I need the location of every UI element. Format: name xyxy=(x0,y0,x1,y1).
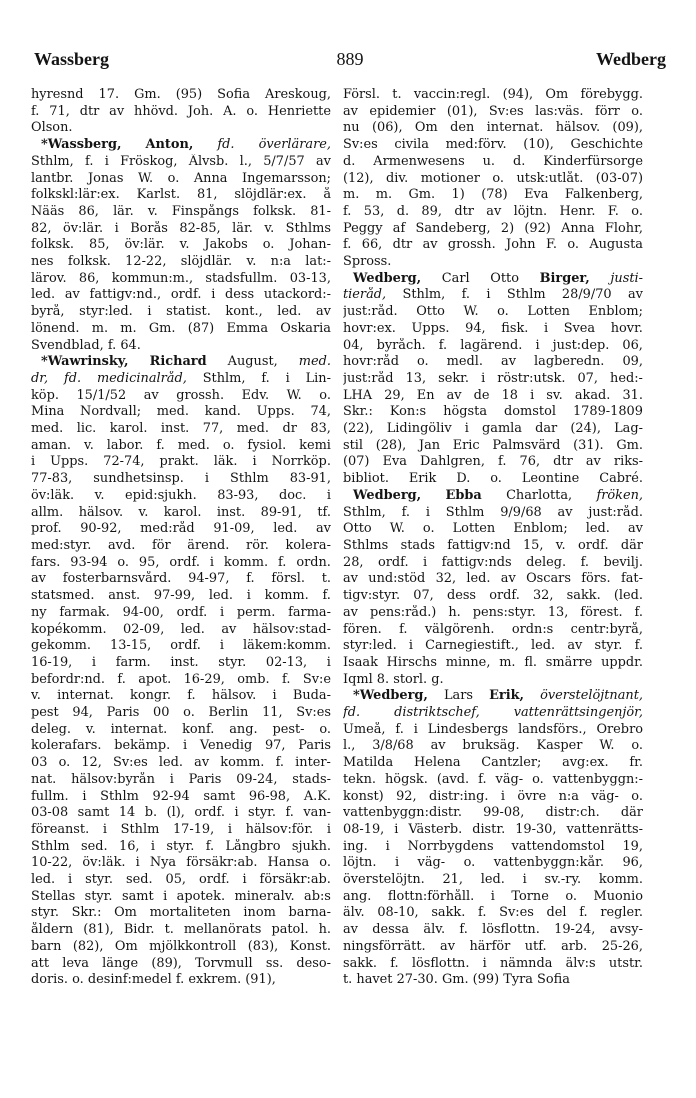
right-text-line: av und:stöd 32, led. av Oscars förs. fat- xyxy=(343,571,643,587)
right-text-line: hovr:ex. Upps. 94, fisk. i Svea hovr. xyxy=(343,320,643,336)
right-text-line: Försl. t. vaccin:regl. (94), Om förebygg. xyxy=(343,87,643,102)
right-text-line: m. m. Gm. 1) (78) Eva Falkenberg, xyxy=(343,187,643,203)
page-number: 889 xyxy=(336,49,364,69)
left-text-line: 10-22, öv:läk. i Nya försäkr:ab. Hansa o. xyxy=(31,855,331,871)
left-text-line: 77-83, sundhetsinsp. i Sthlm 83-91, xyxy=(31,471,331,487)
left-text-line: *Wawrinsky, Richard August, med. xyxy=(41,354,331,370)
right-text-line: Wedberg, Carl Otto Birger, justi- xyxy=(353,270,643,286)
left-text-line: 03-08 samt 14 b. (l), ordf. i styr. f. van- xyxy=(31,805,331,821)
left-text-line: v. internat. kongr. f. hälsov. i Buda- xyxy=(31,688,331,704)
left-text-line: kopékomm. 02-09, led. av hälsov:stad- xyxy=(31,621,331,637)
left-text-line: aman. v. labor. f. med. o. fysiol. kemi xyxy=(31,437,331,453)
left-text-line: fullm. i Sthlm 92-94 samt 96-98, A.K. xyxy=(31,788,331,804)
left-text-line: Sthlm, f. i Fröskog, Älvsb. l., 5/7/57 av xyxy=(31,153,331,169)
right-text-line: av dessa älv. f. lösflottn. 19-24, avsy- xyxy=(343,922,643,938)
left-text-line: Mina Nordvall; med. kand. Upps. 74, xyxy=(31,404,331,420)
right-text-line: Spross. xyxy=(343,254,392,270)
left-text-line: doris. o. desinf:medel f. exkrem. (91), xyxy=(31,972,276,988)
right-text-line: d. Armenwesens u. d. Kinderfürsorge xyxy=(343,153,643,169)
left-text-line: allm. hälsov. v. karol. inst. 89-91, tf. xyxy=(31,504,331,520)
right-text-line: Sthlms stads fattigv:nd 15, v. ordf. där xyxy=(343,537,643,553)
right-text-line: stil (28), Jan Eric Palmsvärd (31). Gm. xyxy=(343,437,643,453)
left-text-line: deleg. v. internat. konf. ang. pest- o. xyxy=(31,721,331,737)
right-text-line: vattenbyggn:distr. 99-08, distr:ch. där xyxy=(343,805,643,821)
right-text-line: l., 3/8/68 av bruksäg. Kasper W. o. xyxy=(343,738,643,754)
right-text-line: styr:led. i Carnegiestift., led. av styr. f. xyxy=(343,638,643,654)
left-text-line: barn (82), Om mjölkkontroll (83), Konst. xyxy=(31,938,331,954)
left-text-line: Sthlm sed. 16, i styr. f. Långbro sjukh. xyxy=(31,838,331,854)
right-text-line: löjtn. i väg- o. vattenbyggn:kår. 96, xyxy=(343,855,643,871)
right-text-line: Sthlm, f. i Sthlm 9/9/68 av just:råd. xyxy=(343,504,643,520)
right-text-line: hovr:råd o. medl. av lagberedn. 09, xyxy=(343,354,643,370)
right-text-line: tekn. högsk. (avd. f. väg- o. vattenbyggn:- xyxy=(343,771,643,787)
left-text-line: Stellas styr. samt i apotek. mineralv. ab:s xyxy=(31,888,331,904)
right-text-column xyxy=(343,87,643,989)
left-text-line: *Wassberg, Anton, fd. överlärare, xyxy=(41,137,331,153)
right-text-line: (07) Eva Dahlgren, f. 76, dtr av riks- xyxy=(343,454,643,470)
right-text-line: av epidemier (01), Sv:es las:väs. förr o. xyxy=(343,103,643,119)
left-text-line: i Upps. 72-74, prakt. läk. i Norrköp. xyxy=(31,454,331,470)
left-text-line: fars. 93-94 o. 95, ordf. i komm. f. ordn. xyxy=(31,554,331,570)
left-text-line: styr. Skr.: Om mortaliteten inom barna- xyxy=(31,905,331,921)
right-text-line: (22), Lidingöliv i gamla dar (24), Lag- xyxy=(343,421,643,437)
left-text-line: lärov. 86, kommun:m., stadsfullm. 03-13, xyxy=(31,270,331,286)
left-text-line: kolerafars. bekämp. i Venedig 97, Paris xyxy=(31,738,331,754)
right-text-line: nu (06), Om den internat. hälsov. (09), xyxy=(343,120,643,136)
left-text-line: föreanst. i Sthlm 17-19, i hälsov:för. i xyxy=(31,821,331,837)
left-text-line: av fosterbarnsvård. 94-97, f. försl. t. xyxy=(31,571,331,587)
right-text-line: f. 53, d. 89, dtr av löjtn. Henr. F. o. xyxy=(343,203,643,219)
right-text-line: LHA 29, En av de 18 i sv. akad. 31. xyxy=(343,387,643,403)
left-text-line: nat. hälsov:byrån i Paris 09-24, stads- xyxy=(31,771,331,787)
right-text-line: (12), div. motioner o. utsk:utlåt. (03-07) xyxy=(343,170,643,186)
left-text-line: statsmed. anst. 97-99, led. i komm. f. xyxy=(31,588,331,604)
right-text-line: tigv:styr. 07, dess ordf. 32, sakk. (led. xyxy=(343,588,643,604)
left-text-line: Svendblad, f. 64. xyxy=(31,337,141,353)
right-text-line: tieråd, Sthlm, f. i Sthlm 28/9/70 av xyxy=(343,287,643,303)
left-text-line: 03 o. 12, Sv:es led. av komm. f. inter- xyxy=(31,755,331,771)
right-text-line: Umeå, f. i Lindesbergs landsförs., Örebro xyxy=(343,721,643,737)
left-text-line: Nääs 86, lär. v. Finspångs folksk. 81- xyxy=(31,203,331,219)
left-text-line: folksk. 85, öv:lär. v. Jakobs o. Johan- xyxy=(31,237,331,253)
right-text-line: fören. f. välgörenh. ordn:s centr:byrå, xyxy=(343,621,643,637)
header-last-entry: Wedberg xyxy=(596,49,666,69)
right-text-line: ing. i Norrbygdens vattendomstol 19, xyxy=(343,838,643,854)
left-text-column xyxy=(31,87,331,989)
right-text-line: sakk. f. lösflottn. i nämnda älv:s utstr. xyxy=(343,955,643,971)
left-text-line: dr, fd. medicinalråd, Sthlm, f. i Lin- xyxy=(31,370,331,386)
right-text-line: av pens:råd.) h. pens:styr. 13, förest. f. xyxy=(343,604,643,620)
left-text-line: folkskl:lär:ex. Karlst. 81, slöjdlär:ex. å xyxy=(31,187,331,203)
left-text-line: lönend. m. m. Gm. (87) Emma Oskaria xyxy=(31,320,331,336)
left-text-line: befordr:nd. f. apot. 16-29, omb. f. Sv:e xyxy=(31,671,331,687)
left-text-line: Olson. xyxy=(31,120,73,136)
right-text-line: *Wedberg, Lars Erik, överstelöjtnant, xyxy=(353,688,643,704)
right-text-line: Sv:es civila med:förv. (10), Geschichte xyxy=(343,137,643,153)
right-text-line: konst) 92, distr:ing. i övre n:a väg- o. xyxy=(343,788,643,804)
left-text-line: åldern (81), Bidr. t. mellanörats patol. h. xyxy=(31,922,331,938)
right-text-line: just:råd. Otto W. o. Lotten Enblom; xyxy=(343,304,643,320)
left-text-line: 82, öv:lär. i Borås 82-85, lär. v. Sthlms xyxy=(31,220,331,236)
right-text-line: ang. flottn:förhåll. i Torne o. Muonio xyxy=(343,888,643,904)
right-text-line: t. havet 27-30. Gm. (99) Tyra Sofia xyxy=(343,972,570,988)
right-text-line: Peggy af Sandeberg, 2) (92) Anna Flohr, xyxy=(343,220,643,236)
left-text-line: f. 71, dtr av hhövd. Joh. A. o. Henriette xyxy=(31,103,331,119)
left-text-line: med. lic. karol. inst. 77, med. dr 83, xyxy=(31,421,331,437)
right-text-line: Wedberg, Ebba Charlotta, fröken, xyxy=(353,487,643,503)
right-text-line: just:råd 13, sekr. i röstr:utsk. 07, hed:- xyxy=(343,370,643,386)
right-text-line: Otto W. o. Lotten Enblom; led. av xyxy=(343,521,643,537)
left-text-line: ny farmak. 94-00, ordf. i perm. farma- xyxy=(31,604,331,620)
left-text-line: med:styr. avd. för ärend. rör. kolera- xyxy=(31,537,331,553)
left-text-line: köp. 15/1/52 av grossh. Edv. W. o. xyxy=(31,387,331,403)
left-text-line: öv:läk. v. epid:sjukh. 83-93, doc. i xyxy=(31,487,331,503)
running-header xyxy=(34,49,666,77)
right-text-line: Skr.: Kon:s högsta domstol 1789-1809 xyxy=(343,404,643,420)
right-text-line: överstelöjtn. 21, led. i sv.-ry. komm. xyxy=(343,872,643,888)
right-text-line: Isaak Hirschs minne, m. fl. smärre uppdr. xyxy=(343,654,643,670)
left-text-line: pest 94, Paris 00 o. Berlin 11, Sv:es xyxy=(31,705,331,721)
right-text-line: 04, byråch. f. lagärend. i just:dep. 06, xyxy=(343,337,643,353)
right-text-line: bibliot. Erik D. o. Leontine Cabré. xyxy=(343,471,643,487)
header-first-entry: Wassberg xyxy=(34,49,110,69)
right-text-line: Iqml 8. storl. g. xyxy=(343,671,444,687)
right-text-line: Matilda Helena Cantzler; avg:ex. fr. xyxy=(343,755,643,771)
left-text-line: byrå, styr:led. i statist. kont., led. av xyxy=(31,304,331,320)
right-text-line: älv. 08-10, sakk. f. Sv:es del f. regler. xyxy=(343,905,643,921)
left-text-line: gekomm. 13-15, ordf. i läkem:komm. xyxy=(31,638,331,654)
left-text-line: 16-19, i farm. inst. styr. 02-13, i xyxy=(31,654,331,670)
right-text-line: fd. distriktschef, vattenrättsingenjör, xyxy=(343,705,643,721)
left-text-line: nes folksk. 12-22, slöjdlär. v. n:a lat:- xyxy=(31,254,331,270)
right-text-line: ningsförrätt. av härför utf. arb. 25-26, xyxy=(343,938,643,954)
left-text-line: led. i styr. sed. 05, ordf. i försäkr:ab. xyxy=(31,872,331,888)
left-text-line: hyresnd 17. Gm. (95) Sofia Areskoug, xyxy=(31,87,331,102)
left-text-line: lantbr. Jonas W. o. Anna Ingemarsson; xyxy=(31,170,331,186)
right-text-line: 28, ordf. i fattigv:nds deleg. f. bevilj. xyxy=(343,554,643,570)
right-text-line: 08-19, i Västerb. distr. 19-30, vattenrätts- xyxy=(343,821,643,837)
right-text-line: f. 66, dtr av grossh. John F. o. Augusta xyxy=(343,237,643,253)
left-text-line: prof. 90-92, med:råd 91-09, led. av xyxy=(31,521,331,537)
left-text-line: led. av fattigv:nd., ordf. i dess utackord:- xyxy=(31,287,331,303)
left-text-line: att leva länge (89), Torvmull ss. deso- xyxy=(31,955,331,971)
